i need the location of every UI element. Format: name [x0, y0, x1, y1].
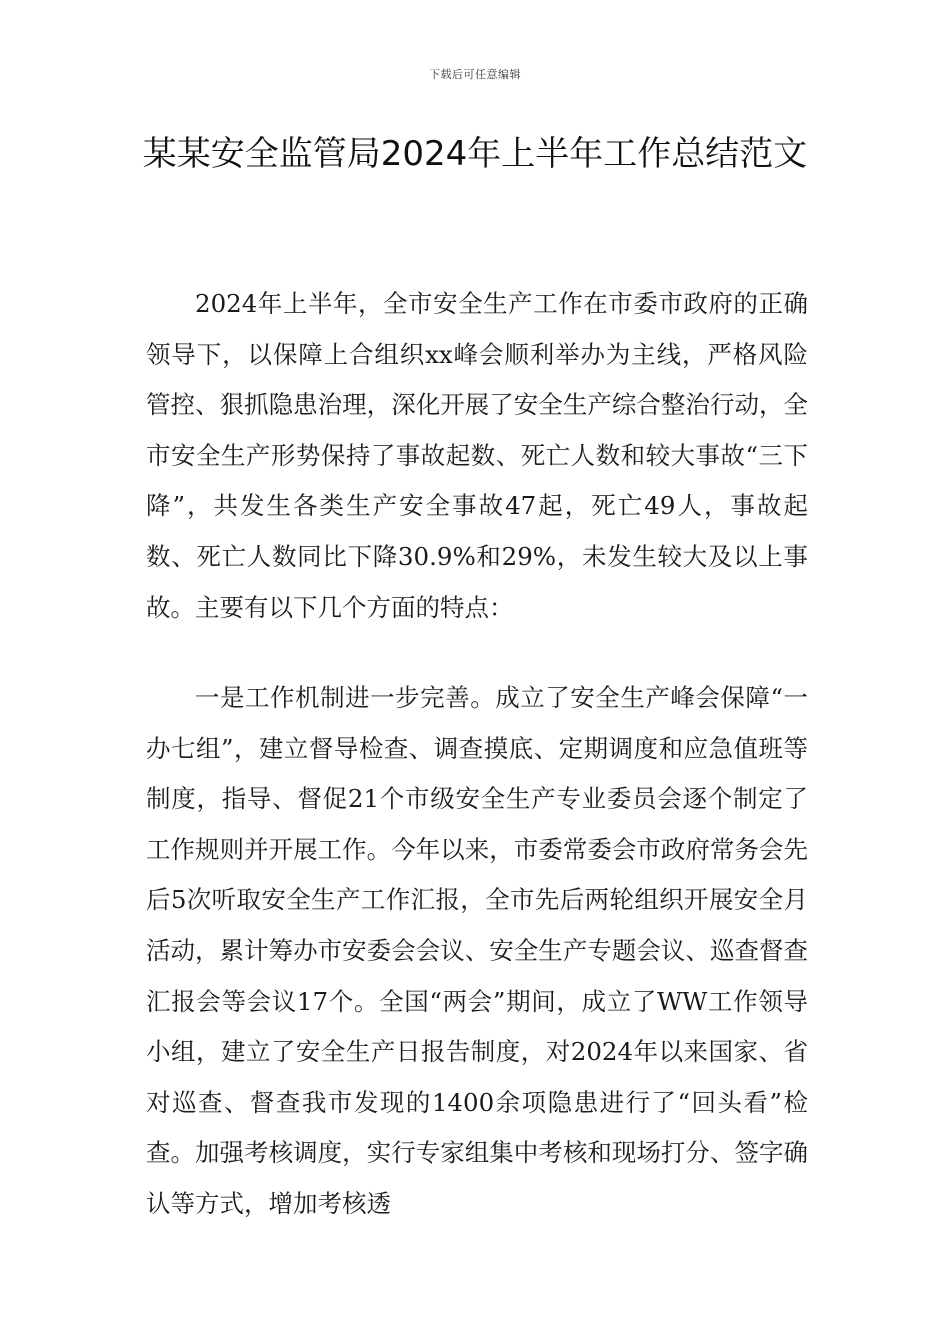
header-note: 下载后可任意编辑 — [429, 68, 521, 81]
document-title: 某某安全监管局2024年上半年工作总结范文 — [142, 134, 808, 174]
paragraph-intro: 2024年上半年，全市安全生产工作在市委市政府的正确领导下，以保障上合组织xx峰会顺利举办为主线，严格风险管控、狠抓隐患治理，深化开展了安全生产综合整治行动，全市安全生产形势保持了事故起数、死亡人数和较大事故“三下降”，共发生各类生产安全事故47起，死亡49人，事故起数、死亡人数同比下降30.9%和29%，未发生较大及以上事故。主要有以下几个方面的特点： — [146, 289, 808, 622]
paragraph-work-mechanism: 一是工作机制进一步完善。成立了安全生产峰会保障“一办七组”，建立督导检查、调查摸底、定期调度和应急值班等制度，指导、督促21个市级安全生产专业委员会逐个制定了工作规则并开展工作。今年以来，市委常委会市政府常务会先后5次听取安全生产工作汇报，全市先后两轮组织开展安全月活动，累计筹办市安委会会议、安全生产专题会议、巡查督查汇报会等会议17个。全国“两会”期间，成立了WW工作领导小组，建立了安全生产日报告制度，对2024年以来国家、省对巡查、督查我市发现的1400余项隐患进行了“回头看”检查。加强考核调度，实行专家组集中考核和现场打分、签字确认等方式，增加考核透 — [146, 683, 808, 1218]
